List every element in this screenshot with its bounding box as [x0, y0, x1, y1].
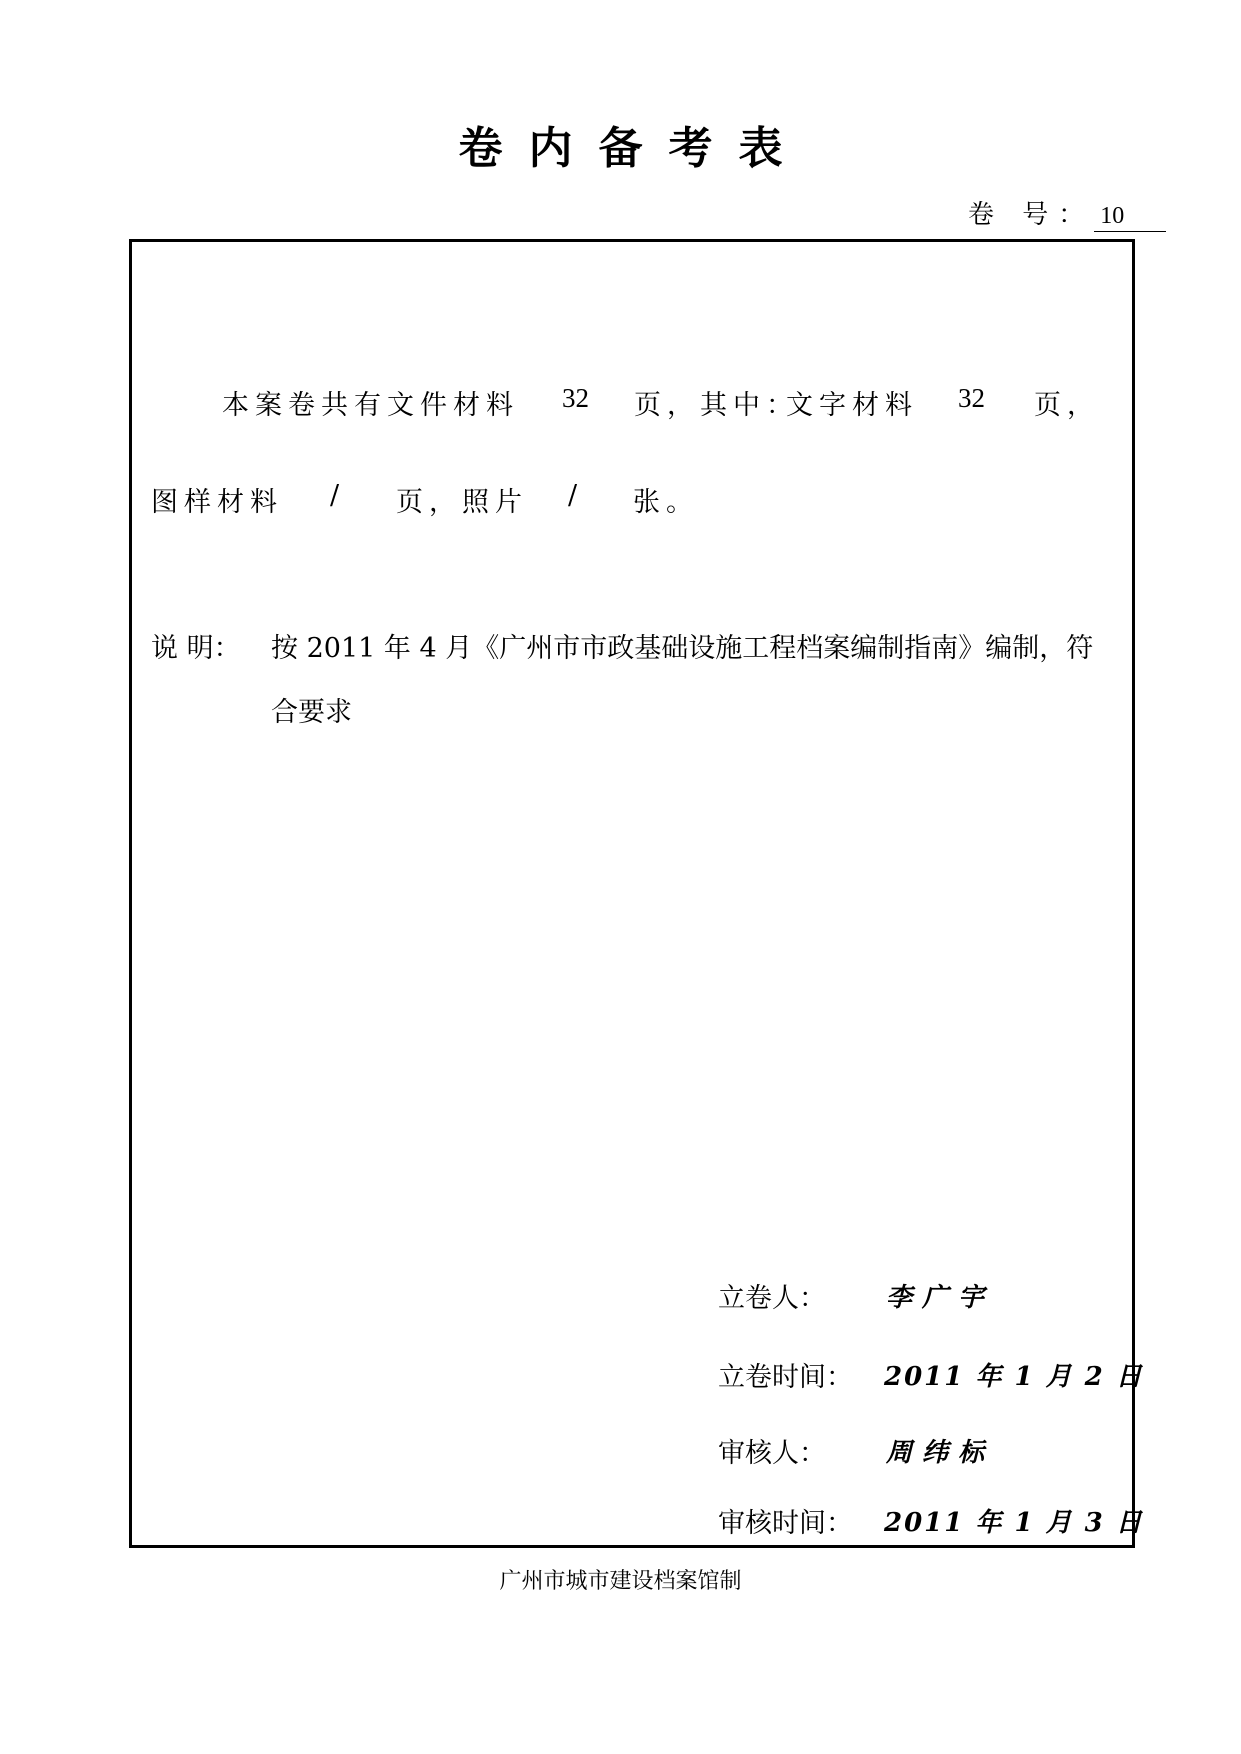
create-date-value: 2011 年 1 月 2 日 [884, 1362, 1144, 1392]
footer-issuer: 广州市城市建设档案馆制 [499, 1569, 742, 1594]
unit-page-end: 页， [1034, 390, 1100, 421]
unit-sheet: 张。 [633, 487, 699, 518]
record-box [129, 239, 1135, 1548]
volume-number [968, 194, 1166, 232]
volume-number-value: 10 [1094, 201, 1166, 232]
text-material-label: 文字材料 [786, 390, 918, 421]
note-label: 说 明： [151, 633, 241, 664]
review-date-value: 2011 年 1 月 3 日 [884, 1508, 1144, 1538]
creator-signature: 李广宇 [886, 1283, 995, 1313]
reviewer-label: 审核人： [718, 1438, 826, 1469]
unit-page-photo: 页，照片 [396, 487, 528, 518]
page-title: 卷内备考表 [458, 123, 809, 174]
drawing-pages: / [330, 480, 340, 511]
photo-count: / [568, 480, 578, 511]
text-pages: 32 [958, 383, 985, 413]
create-date-label: 立卷时间： [718, 1362, 853, 1393]
review-date-label: 审核时间： [718, 1508, 853, 1539]
note-line-2: 合要求 [271, 697, 352, 728]
unit-page-comma: 页，其中： [634, 390, 799, 421]
stats-lead: 本案卷共有文件材料 [222, 390, 519, 421]
volume-number-label: 卷 号： [968, 200, 1095, 230]
drawing-label: 图样材料 [151, 487, 283, 518]
total-pages: 32 [562, 383, 589, 413]
creator-label: 立卷人： [718, 1283, 826, 1314]
note-line-1: 按 2011 年 4 月《广州市市政基础设施工程档案编制指南》编制，符 [271, 633, 1094, 664]
reviewer-signature: 周纬标 [886, 1438, 995, 1468]
